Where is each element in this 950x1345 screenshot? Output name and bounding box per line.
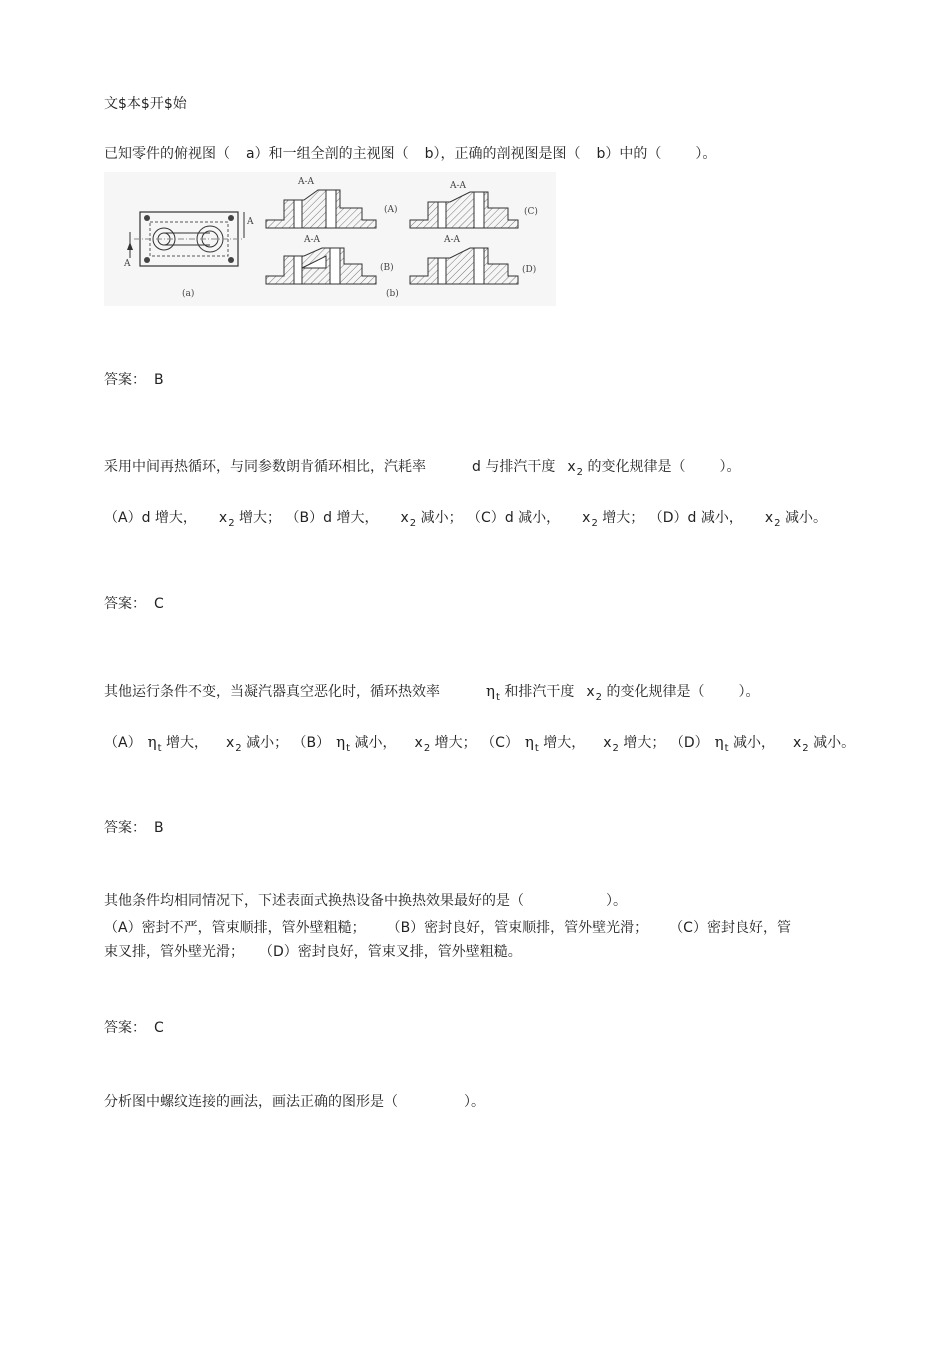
svg-text:(D): (D)	[522, 265, 537, 275]
q4-options-line2	[104, 942, 522, 962]
q3-stem: 其他运行条件不变，当凝汽器真空恶化时，循环热效率 $\eta_t$ 和排汽干度 $x_2$ 的变化规律是（ ）。	[104, 682, 760, 703]
doc-start-marker: 文$本$开$始	[104, 96, 187, 112]
label-b: (b)	[386, 289, 399, 299]
q4-option-C-part2: 束叉排，管外壁光滑；	[104, 944, 244, 960]
q2-option-A: （A）d 增大， $x_2$ 增大；	[104, 510, 282, 529]
q4-answer-value: C	[154, 1020, 164, 1036]
q3-option-B: （B） $\eta_t$ 减小， $x_2$ 增大；	[292, 733, 477, 754]
q1-stem: 已知零件的俯视图（ a）和一组全剖的主视图（ b），正确的剖视图是图（ b）中的（ ）。	[104, 146, 717, 162]
q2-answer: 答案： C	[104, 596, 164, 612]
svg-text:(C): (C)	[524, 207, 538, 217]
q2-option-C: （C）d 减小， $x_2$ 增大；	[467, 510, 645, 529]
section-view-figure	[104, 172, 556, 306]
q3-option-D: （D） $\eta_t$ 减小， $x_2$ 减小。	[669, 733, 856, 754]
q4-option-C-part1: （C）密封良好，管	[676, 920, 791, 936]
svg-text:A-A: A-A	[444, 235, 461, 245]
q4-option-B: （B）密封良好，管束顺排，管外壁光滑；	[393, 920, 649, 936]
svg-text:A-A: A-A	[304, 235, 321, 245]
q3-answer: 答案： B	[104, 820, 164, 836]
q1-answer-value: B	[154, 372, 164, 388]
q1-answer: 答案： B	[104, 372, 164, 388]
q2-stem: 采用中间再热循环，与同参数朗肯循环相比，汽耗率 d 与排汽干度 $x_2$ 的变化规律是（ ）。	[104, 459, 741, 478]
q2-option-D: （D）d 减小， $x_2$ 减小。	[648, 510, 827, 529]
q2-option-B: （B）d 增大， $x_2$ 减小；	[285, 510, 463, 529]
label-a: (a)	[182, 289, 195, 299]
q3-option-A: （A） $\eta_t$ 增大， $x_2$ 减小；	[104, 733, 289, 754]
q4-options-line1	[104, 918, 791, 938]
q1-figure	[104, 172, 556, 306]
svg-text:(A): (A)	[384, 205, 398, 215]
q3-options	[104, 732, 855, 759]
q4-option-D: （D）密封良好，管束叉排，管外壁粗糙。	[266, 944, 522, 960]
q5-stem: 分析图中螺纹连接的画法，画法正确的图形是（ ）。	[104, 1094, 485, 1110]
svg-text:A: A	[124, 259, 131, 269]
svg-text:A-A: A-A	[298, 177, 315, 187]
q4-option-A: （A）密封不严，管束顺排，管外壁粗糙；	[104, 920, 366, 936]
q2-options	[104, 508, 827, 534]
svg-text:A: A	[247, 217, 254, 227]
q2-answer-value: C	[154, 596, 164, 612]
q4-answer: 答案： C	[104, 1020, 164, 1036]
q3-option-C: （C） $\eta_t$ 增大， $x_2$ 增大；	[481, 733, 666, 754]
q3-answer-value: B	[154, 820, 164, 836]
svg-text:A-A: A-A	[450, 181, 467, 191]
q4-stem: 其他条件均相同情况下，下述表面式换热设备中换热效果最好的是（ ）。	[104, 893, 627, 909]
svg-text:(B): (B)	[380, 263, 394, 273]
